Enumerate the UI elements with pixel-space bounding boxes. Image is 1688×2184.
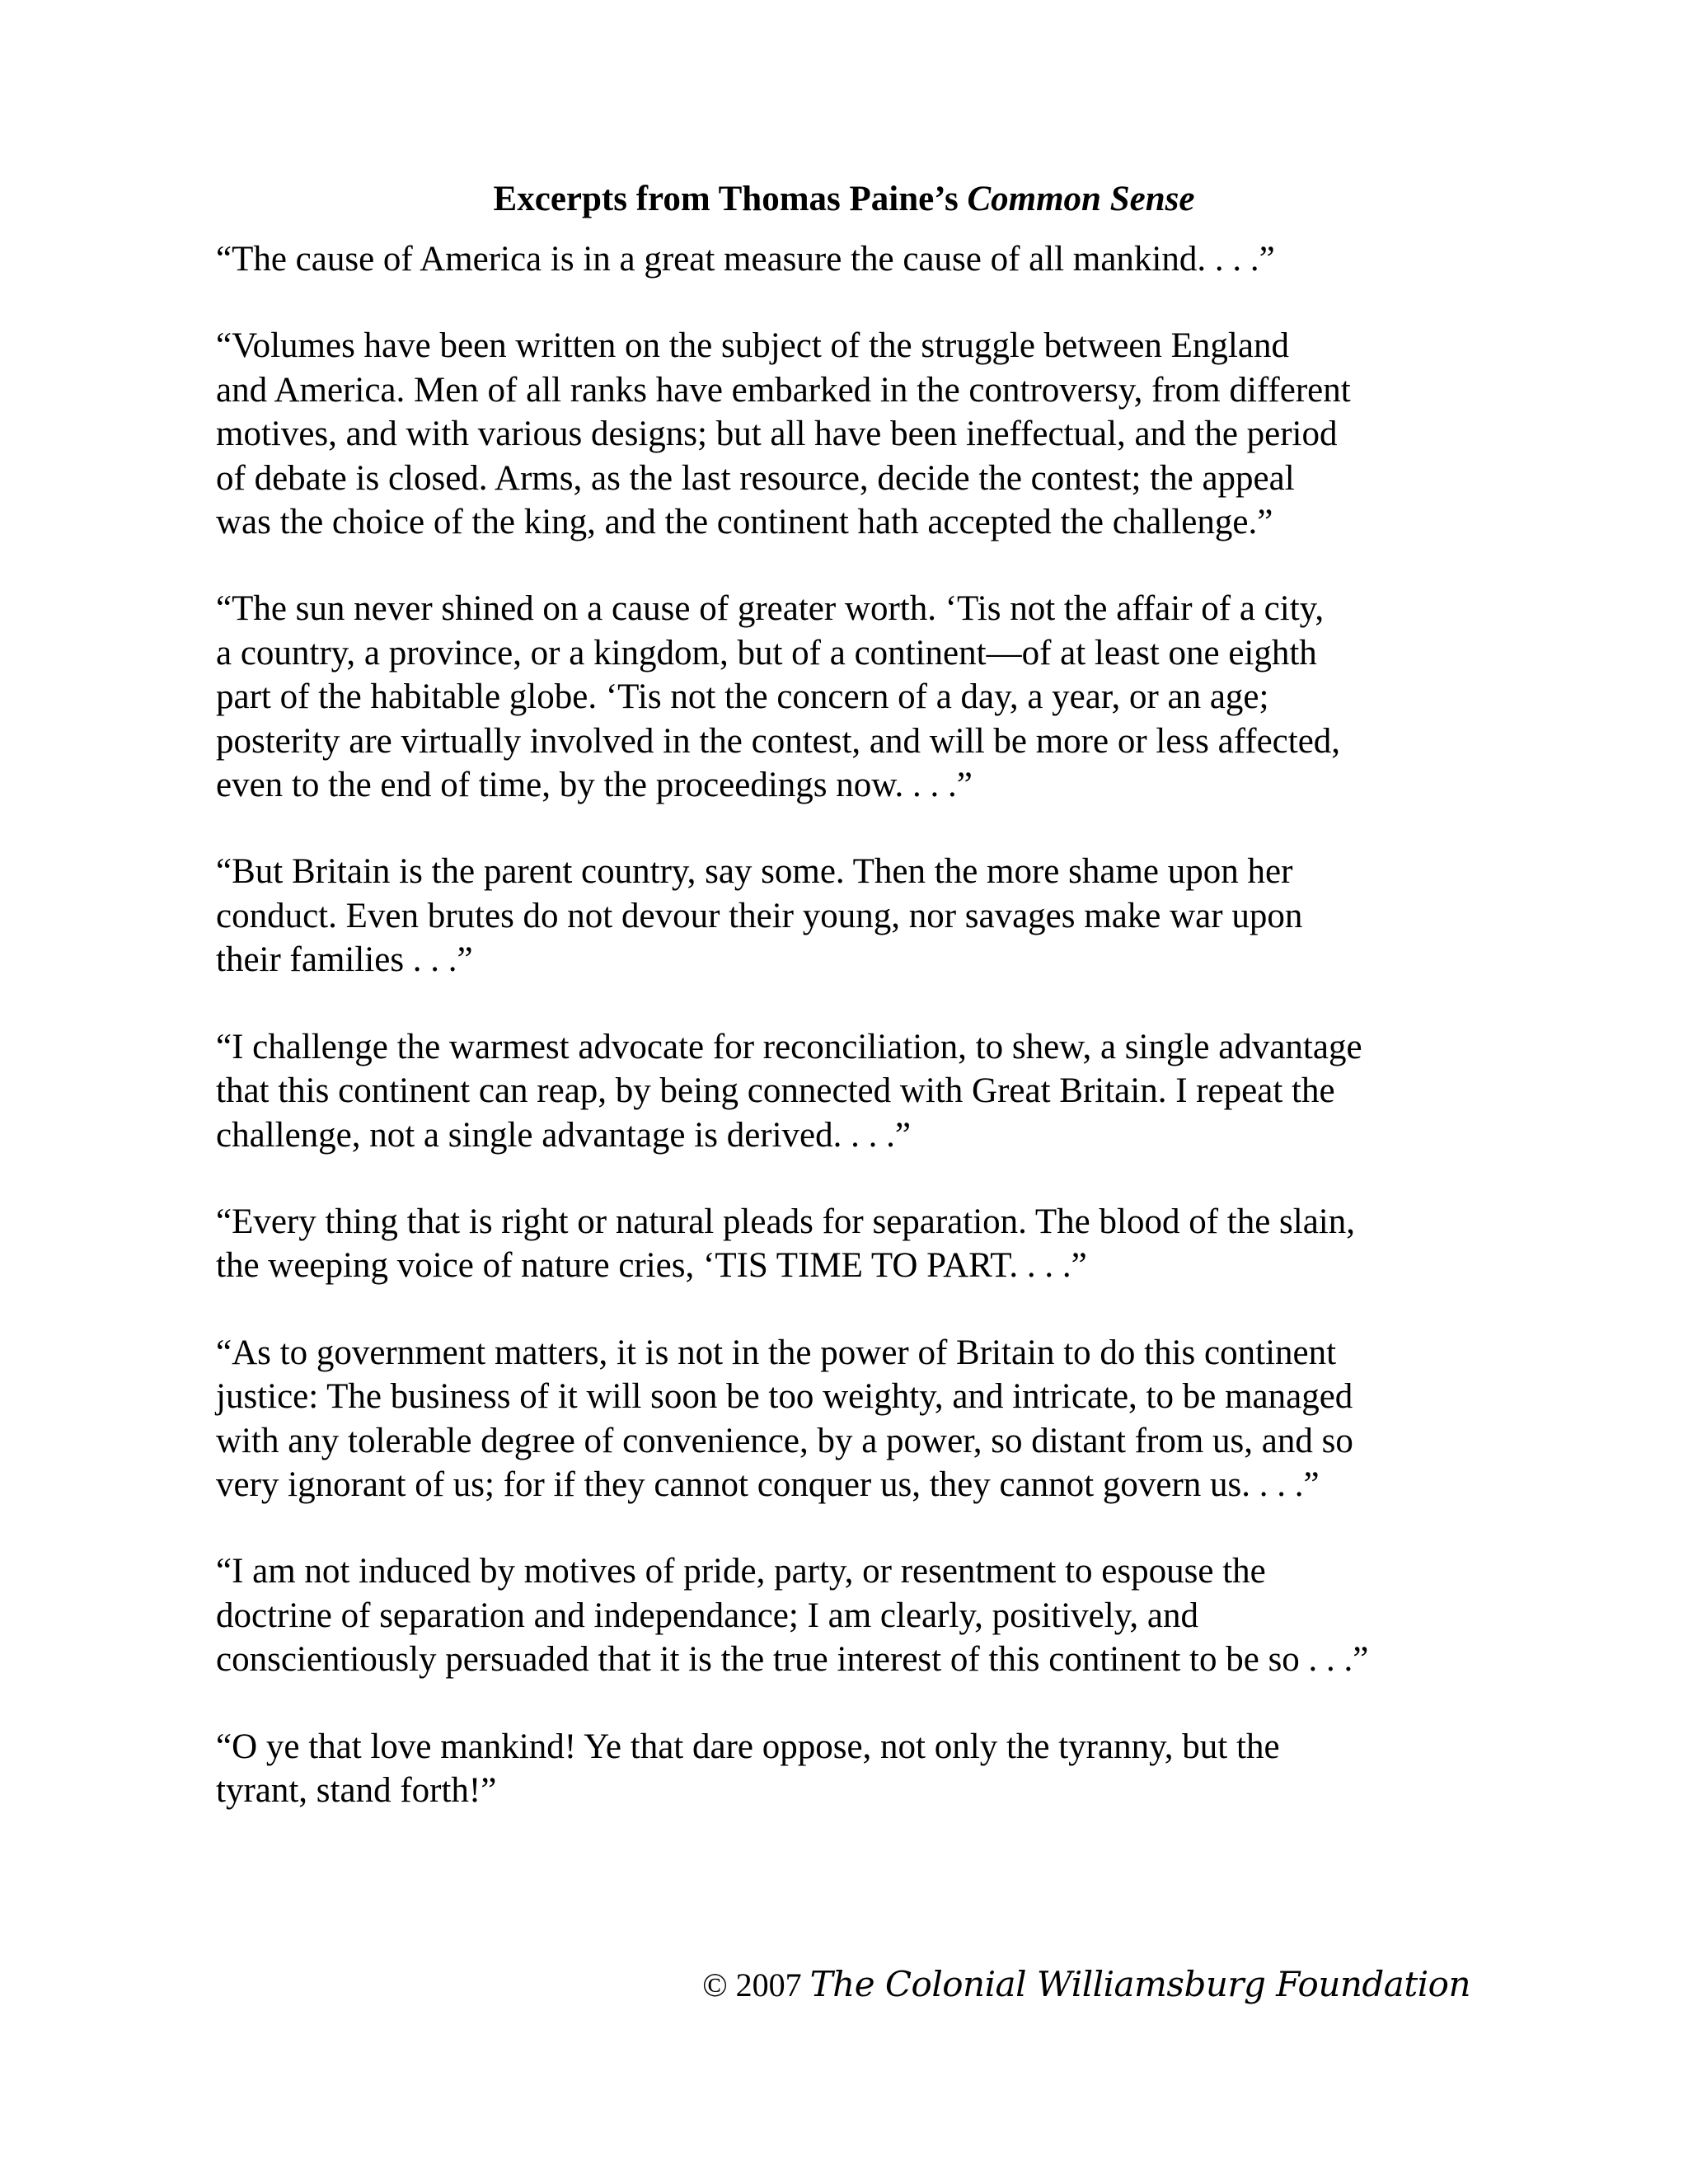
excerpt-paragraph-5 (216, 1025, 1502, 1157)
text-line: a country, a province, or a kingdom, but of a continent—of at least one eighth (216, 633, 1317, 673)
text-line: “The cause of America is in a great measure the cause of all mankind. . . .” (216, 240, 1275, 279)
text-line: doctrine of separation and independance; I am clearly, positively, and (216, 1596, 1198, 1635)
excerpt-paragraph-6 (216, 1200, 1502, 1288)
excerpt-paragraph-3 (216, 587, 1502, 807)
excerpt-paragraph-1 (216, 237, 1502, 281)
title-text: Excerpts from Thomas Paine’s (493, 180, 968, 218)
text-line: very ignorant of us; for if they cannot conquer us, they cannot govern us. . . .” (216, 1465, 1320, 1504)
text-line: “But Britain is the parent country, say some. Then the more shame upon her (216, 852, 1293, 892)
text-line: the weeping voice of nature cries, ‘TIS TIME TO PART. . . .” (216, 1246, 1087, 1286)
text-line: “I am not induced by motives of pride, party, or resentment to espouse the (216, 1552, 1266, 1591)
text-line: motives, and with various designs; but all have been ineffectual, and the period (216, 415, 1338, 454)
text-line: part of the habitable globe. ‘Tis not the concern of a day, a year, or an age; (216, 677, 1269, 717)
text-line: was the choice of the king, and the continent hath accepted the challenge.” (216, 503, 1273, 542)
text-line: “I challenge the warmest advocate for reconciliation, to shew, a single advantage (216, 1027, 1362, 1066)
text-line: even to the end of time, by the proceedings now. . . .” (216, 766, 973, 805)
text-line: their families . . .” (216, 940, 473, 980)
text-line: challenge, not a single advantage is derived. . . .” (216, 1115, 911, 1155)
title-italic-text: Common Sense (967, 180, 1195, 218)
text-line: justice: The business of it will soon be too weighty, and intricate, to be managed (216, 1377, 1353, 1417)
text-line: “Every thing that is right or natural pleads for separation. The blood of the slain, (216, 1202, 1356, 1241)
excerpt-paragraph-2 (216, 324, 1502, 544)
excerpt-paragraph-7 (216, 1331, 1502, 1507)
text-line: tyrant, stand forth!” (216, 1770, 497, 1810)
text-line: of debate is closed. Arms, as the last resource, decide the contest; the appeal (216, 458, 1295, 498)
foundation-signature: The Colonial Williamsburg Foundation (809, 1964, 1470, 2004)
text-line: “The sun never shined on a cause of greater worth. ‘Tis not the affair of a city, (216, 589, 1325, 629)
copyright-footer (702, 1960, 1470, 2010)
document-title (0, 175, 1688, 224)
text-line: with any tolerable degree of convenience, by a power, so distant from us, and so (216, 1421, 1353, 1460)
text-line: and America. Men of all ranks have embarked in the controversy, from different (216, 370, 1351, 410)
text-line: conduct. Even brutes do not devour their young, nor savages make war upon (216, 896, 1303, 935)
text-line: conscientiously persuaded that it is the true interest of this continent to be so . . .” (216, 1640, 1369, 1680)
text-line: “Volumes have been written on the subject of the struggle between England (216, 326, 1289, 366)
excerpt-paragraph-9 (216, 1725, 1502, 1813)
text-line: “As to government matters, it is not in the power of Britain to do this continent (216, 1333, 1337, 1372)
text-line: “O ye that love mankind! Ye that dare oppose, not only the tyranny, but the (216, 1727, 1280, 1766)
excerpts-body (216, 237, 1502, 1855)
text-line: that this continent can reap, by being connected with Great Britain. I repeat the (216, 1071, 1335, 1111)
excerpt-paragraph-4 (216, 850, 1502, 982)
text-line: posterity are virtually involved in the contest, and will be more or less affected, (216, 721, 1341, 761)
copyright-text: © 2007 (702, 1966, 810, 2004)
excerpt-paragraph-8 (216, 1549, 1502, 1681)
